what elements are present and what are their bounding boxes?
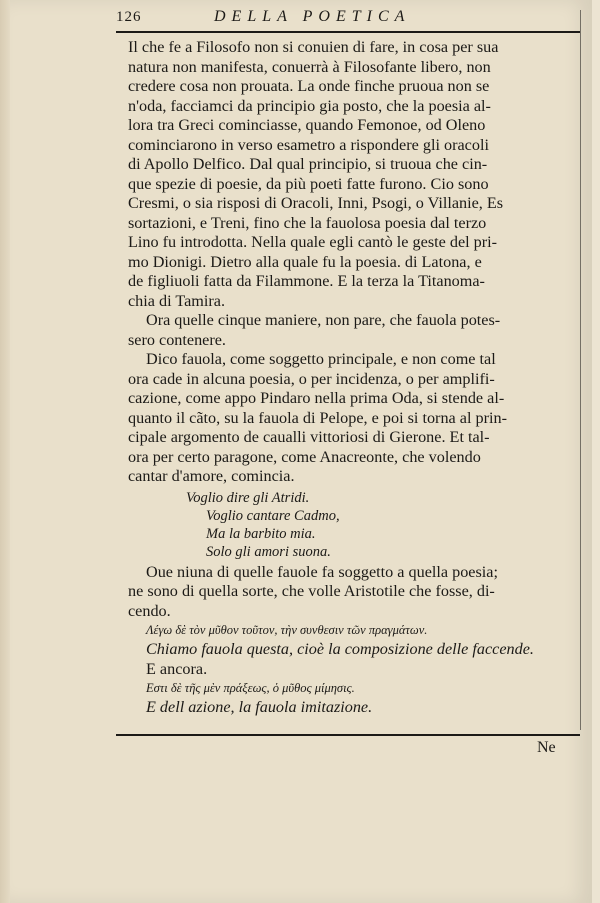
verse-line: Ma la barbito mia. [206, 525, 316, 542]
text-line: cominciarono in verso esametro a rispondere gli oracoli [128, 135, 489, 154]
text-line: Oue niuna di quelle fauole fa soggetto a quella poesia; [146, 562, 498, 581]
text-line: cazione, come appo Pindaro nella prima Oda, si stende al- [128, 389, 505, 407]
text-line: ora per certo paragone, come Anacreonte, che volendo [128, 447, 481, 466]
header-rule [116, 31, 580, 33]
text-line: cendo. [128, 601, 171, 620]
running-title: DELLA POETICA [214, 8, 411, 25]
text-line: cipale argomento de caualli vittoriosi di Gierone. Et tal- [128, 428, 490, 446]
verse-line: Voglio dire gli Atridi. [186, 489, 310, 506]
greek-quote: Λέγω δὲ τὸν μῦθον τοῦτον, τὴν συνθεσιν τῶν πραγμάτων. [146, 623, 428, 637]
verse-line: Solo gli amori suona. [206, 543, 331, 560]
text-line: que spezie di poesie, da più poeti fatte furono. Cio sono [128, 174, 489, 193]
text-line: sero contenere. [128, 330, 226, 349]
text-line: Dico fauola, come soggetto principale, e non come tal [146, 350, 496, 368]
text-line: chia di Tamira. [128, 291, 226, 310]
footer-rule [116, 734, 580, 736]
verse-line: Voglio cantare Cadmo, [206, 507, 340, 524]
page-number: 126 [116, 9, 142, 25]
italian-quote: Chiamo fauola questa, cioè la composizione delle faccende. [146, 640, 534, 658]
text-line: quanto il cãto, su la fauola di Pelope, e poi si torna al prin- [128, 408, 507, 427]
text-line: di Apollo Delfico. Dal qual principio, si truoua che cin- [128, 155, 488, 173]
greek-quote: Εστι δὲ τῆς μὲν πράξεως, ὁ μῦθος μίμησις. [146, 681, 355, 695]
catchword: Ne [537, 739, 556, 756]
page-header [116, 6, 580, 32]
text-line: Ora quelle cinque maniere, non pare, che fauola potes- [146, 311, 501, 329]
text-line: de figliuoli fatta da Filammone. E la terza la Titanoma- [128, 272, 485, 290]
text-line: E ancora. [146, 659, 208, 678]
text-line: mo Dionigi. Dietro alla quale fu la poesia. di Latona, e [128, 252, 482, 271]
text-line: sortazioni, e Treni, fino che la fauolosa poesia dal terzo [128, 213, 487, 232]
main-text [128, 38, 580, 718]
right-margin-rule [580, 10, 581, 730]
text-line: ora cade in alcuna poesia, o per incidenza, o per amplifi- [128, 369, 495, 388]
italian-quote: E dell azione, la fauola imitazione. [146, 698, 373, 716]
text-line: n'oda, facciamci da principio gia posto, che la poesia al- [128, 96, 491, 115]
text-line: natura non manifesta, conuerrà à Filosofante libero, non [128, 57, 491, 76]
text-line: Cresmi, o sia risposi di Oracoli, Inni, Psogi, o Villanie, Es [128, 194, 504, 212]
text-line: ne sono di quella sorte, che volle Aristotile che fosse, di- [128, 582, 495, 600]
text-line: cantar d'amore, comincia. [128, 467, 295, 485]
text-line: Lino fu introdotta. Nella quale egli cantò le geste del pri- [128, 233, 498, 251]
text-line: Il che fe a Filosofo non si conuien di fare, in cosa per sua [128, 38, 499, 56]
text-line: credere cosa non prouata. La onde finche pruoua non se [128, 77, 490, 95]
text-line: lora tra Greci cominciasse, quando Femonoe, od Oleno [128, 116, 486, 134]
